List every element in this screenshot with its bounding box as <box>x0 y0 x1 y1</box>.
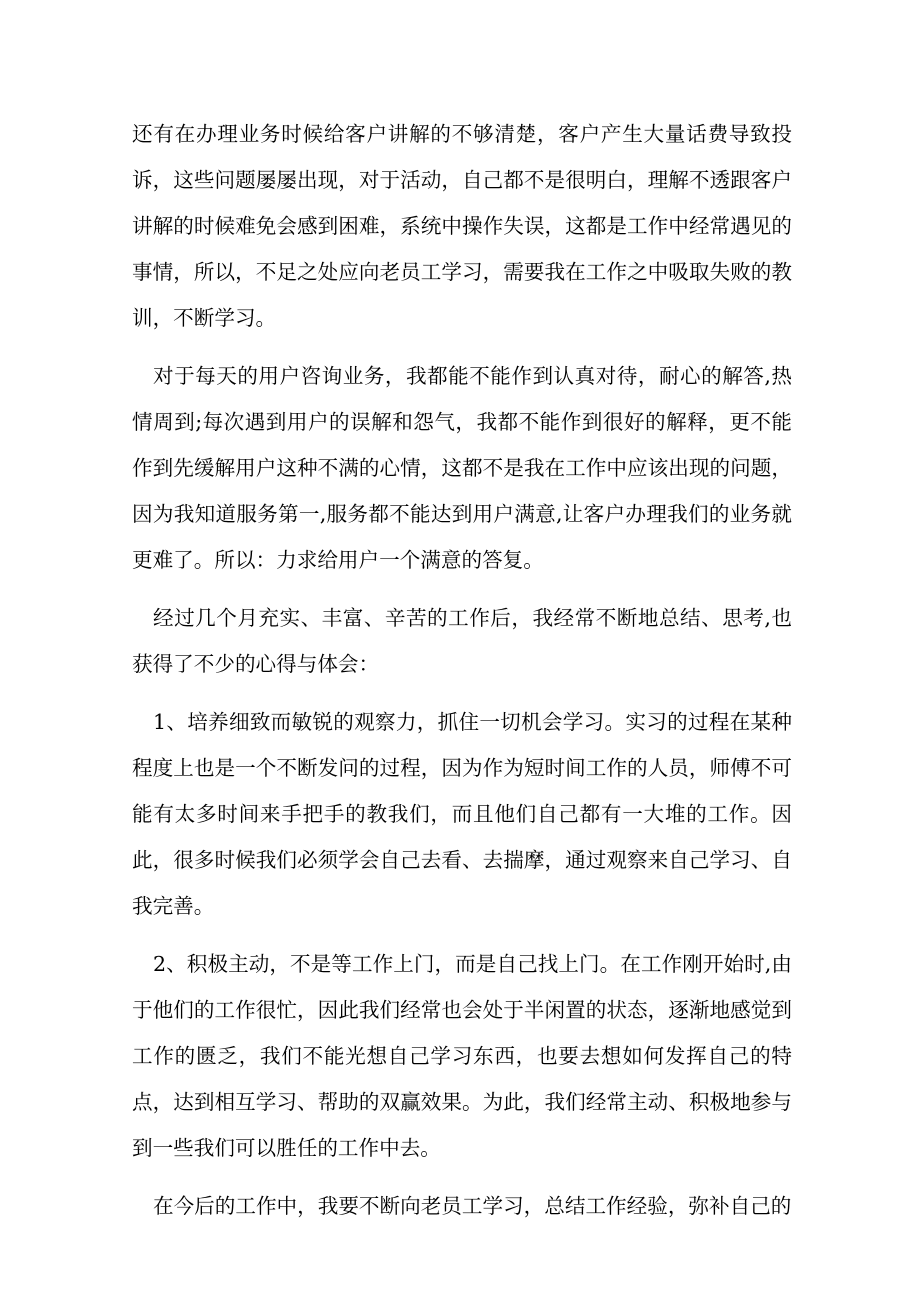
paragraph-2: 对于每天的用户咨询业务，我都能不能作到认真对待，耐心的解答,热情周到;每次遇到用户的误解和怨气，我都不能作到很好的解释，更不能作到先缓解用户这种不满的心情，这都不是我在工作中应该出现的问题，因为我知道服务第一,服务都不能达到用户满意,让客户办理我们的业务就更难了。所以：力求给用户一个满意的答复。 <box>132 364 792 572</box>
document-body <box>132 111 792 1241</box>
paragraph-1: 还有在办理业务时候给客户讲解的不够清楚，客户产生大量话费导致投诉，这些问题屡屡出现，对于活动，自己都不是很明白，理解不透跟客户讲解的时候难免会感到困难，系统中操作失误，这都是工作中经常遇见的事情，所以，不足之处应向老员工学习，需要我在工作之中吸取失败的教训，不断学习。 <box>132 122 792 330</box>
paragraph-5: 2、积极主动，不是等工作上门，而是自己找上门。在工作刚开始时,由于他们的工作很忙，因此我们经常也会处于半闲置的状态，逐渐地感觉到工作的匮乏，我们不能光想自己学习东西，也要去想如何发挥自己的特点，达到相互学习、帮助的双赢效果。为此，我们经常主动、积极地参与到一些我们可以胜任的工作中去。 <box>132 952 792 1160</box>
paragraph-3: 经过几个月充实、丰富、辛苦的工作后，我经常不断地总结、思考,也获得了不少的心得与体会： <box>132 606 792 676</box>
paragraph-4: 1、培养细致而敏锐的观察力，抓住一切机会学习。实习的过程在某种程度上也是一个不断发问的过程，因为作为短时间工作的人员，师傅不可能有太多时间来手把手的教我们，而且他们自己都有一大堆的工作。因此，很多时候我们必须学会自己去看、去揣摩，通过观察来自己学习、自我完善。 <box>132 710 792 918</box>
paragraph-6: 在今后的工作中，我要不断向老员工学习，总结工作经验，弥补自己的 <box>153 1194 792 1218</box>
